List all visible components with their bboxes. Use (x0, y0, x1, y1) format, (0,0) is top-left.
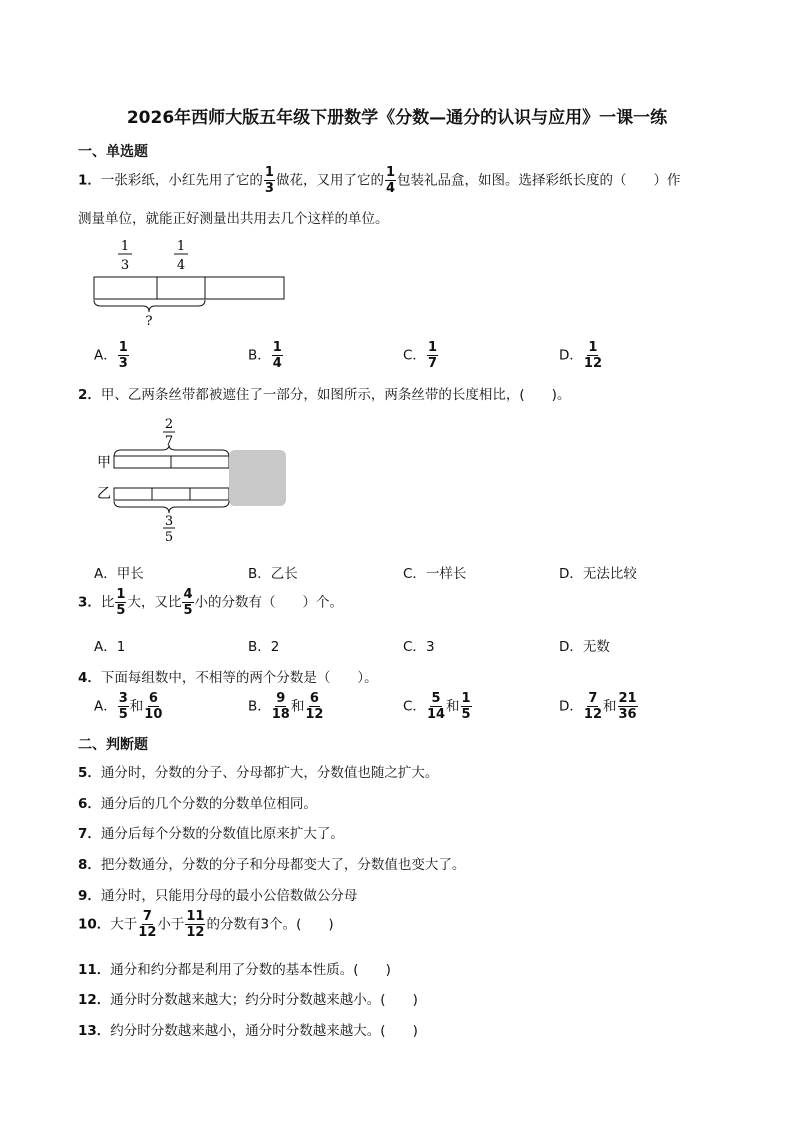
numerator: 7 (142, 909, 152, 924)
fraction-label-top-denominator: 7 (164, 434, 174, 449)
option-a[interactable] (94, 635, 125, 655)
option-a[interactable] (94, 562, 144, 582)
option-label: B． (248, 347, 271, 364)
option-c[interactable] (403, 562, 466, 582)
fraction (118, 341, 129, 370)
question-number: 3． (78, 594, 101, 611)
fraction (118, 692, 129, 721)
option-label: B． (248, 698, 271, 715)
question-number: 9． (78, 888, 101, 904)
question-12 (78, 988, 418, 1008)
ribbon-figure (88, 414, 293, 544)
question-7 (78, 822, 344, 842)
fraction (115, 588, 126, 617)
option-d[interactable] (559, 635, 610, 655)
option-label: B． (248, 566, 271, 582)
question-10 (78, 910, 334, 939)
fraction (305, 692, 323, 721)
question-text: 甲、乙两条丝带都被遮住了一部分，如图所示，两条丝带的长度相比，( )。 (100, 387, 571, 403)
numerator: 9 (276, 691, 286, 706)
option-text: 无法比较 (582, 566, 637, 582)
option-d[interactable] (559, 341, 603, 370)
question-text: 通分时，只能用分母的最小公倍数做公分母 (100, 888, 358, 904)
numerator: 5 (431, 691, 441, 706)
numerator: 11 (186, 909, 205, 924)
ribbon-jia-label: 甲 (97, 455, 111, 471)
question-text: 把分数通分，分数的分子和分母都变大了，分数值也变大了。 (100, 857, 466, 873)
denominator: 5 (118, 707, 128, 722)
fraction (185, 910, 205, 939)
option-label: C． (403, 639, 426, 655)
numerator: 6 (148, 691, 158, 706)
option-d[interactable] (559, 692, 639, 721)
page-title: 2026年西师大版五年级下册数学《分数—通分的认识与应用》一课一练 (126, 108, 668, 128)
fraction (584, 692, 602, 721)
question-text: 的分数有3个。( ) (206, 916, 334, 933)
option-label: A． (94, 347, 117, 364)
question-text: 包装礼品盒，如图。选择彩纸长度的（ ）作 (397, 172, 681, 189)
conjunction: 和 (290, 698, 305, 715)
question-number: 12． (78, 992, 111, 1008)
denominator: 12 (583, 707, 602, 722)
numerator: 1 (116, 587, 126, 602)
question-text: 下面每组数中，不相等的两个分数是（ ）。 (100, 670, 378, 686)
ribbon-yi (114, 488, 229, 500)
fraction (138, 910, 156, 939)
question-text: 一张彩纸，小红先用了它的 (100, 172, 263, 189)
question-text: 通分后每个分数的分数值比原来扩大了。 (100, 826, 344, 842)
question-3 (78, 588, 343, 617)
fraction-label-bottom-numerator: 3 (164, 514, 174, 529)
question-text: 比 (100, 594, 115, 611)
fraction-label-top2-numerator: 1 (176, 239, 186, 254)
question-text: 大于 (110, 916, 138, 933)
denominator: 18 (271, 707, 290, 722)
question-text: 小于 (157, 916, 185, 933)
option-text: 无数 (582, 639, 610, 655)
numerator: 1 (272, 340, 282, 355)
question-9 (78, 884, 357, 904)
denominator: 12 (305, 707, 324, 722)
option-label: C． (403, 566, 426, 582)
question-number: 7． (78, 826, 101, 842)
question-text: 大，又比 (127, 594, 182, 611)
denominator: 3 (264, 181, 274, 196)
numerator: 1 (385, 165, 395, 180)
ribbon-yi-label: 乙 (97, 486, 111, 502)
denominator: 5 (461, 707, 471, 722)
question-number: 11． (78, 962, 111, 978)
option-label: D． (559, 698, 583, 715)
question-text: 通分时，分数的分子、分母都扩大，分数值也随之扩大。 (100, 765, 439, 781)
question-text: 小的分数有（ ）个。 (194, 594, 343, 611)
option-label: A． (94, 639, 117, 655)
option-label: C． (403, 698, 426, 715)
numerator: 1 (264, 165, 274, 180)
numerator: 21 (618, 691, 637, 706)
option-a[interactable] (94, 692, 163, 721)
option-b[interactable] (248, 562, 298, 582)
option-c[interactable] (403, 692, 473, 721)
question-8 (78, 853, 465, 873)
fraction (618, 692, 638, 721)
fraction (584, 341, 602, 370)
question-2 (78, 383, 570, 403)
question-11 (78, 958, 391, 978)
question-text: 通分时分数越来越大；约分时分数越来越小。( ) (110, 992, 418, 1008)
denominator: 12 (186, 925, 205, 940)
fraction (461, 692, 472, 721)
option-b[interactable] (248, 692, 324, 721)
question-number: 10． (78, 916, 111, 933)
question-number: 5． (78, 765, 101, 781)
fraction (272, 692, 290, 721)
question-number: 6． (78, 796, 101, 812)
question-text: 通分和约分都是利用了分数的基本性质。( ) (110, 962, 391, 978)
question-text: 约分时分数越来越小，通分时分数越来越大。( ) (110, 1023, 418, 1039)
question-6 (78, 792, 317, 812)
question-13 (78, 1019, 418, 1039)
numerator: 1 (118, 340, 128, 355)
conjunction: 和 (446, 698, 460, 715)
option-text: 乙长 (270, 566, 298, 582)
bottom-brace (94, 300, 205, 312)
option-label: B． (248, 639, 271, 655)
cover-block (229, 450, 286, 506)
question-number: 2． (78, 387, 101, 403)
option-text: 2 (270, 639, 280, 655)
denominator: 12 (138, 925, 157, 940)
fraction (427, 341, 438, 370)
option-label: D． (559, 566, 583, 582)
question-number: 1． (78, 172, 101, 189)
denominator: 5 (116, 603, 126, 618)
conjunction: 和 (603, 698, 617, 715)
fraction (272, 341, 283, 370)
question-number: 4． (78, 670, 101, 686)
option-b[interactable] (248, 341, 284, 370)
option-text: 甲长 (116, 566, 144, 582)
fraction-label-top1-numerator: 1 (120, 239, 130, 254)
question-4 (78, 666, 378, 686)
fraction (182, 588, 193, 617)
option-label: A． (94, 566, 117, 582)
fraction (264, 166, 275, 195)
question-text: 通分后的几个分数的分数单位相同。 (100, 796, 317, 812)
denominator: 36 (618, 707, 637, 722)
question-text: 做花，又用了它的 (275, 172, 384, 189)
denominator: 12 (583, 356, 602, 371)
option-label: A． (94, 698, 117, 715)
denominator: 4 (272, 356, 282, 371)
fraction-label-top-numerator: 2 (164, 417, 174, 432)
numerator: 3 (118, 691, 128, 706)
fraction (427, 692, 445, 721)
numerator: 7 (588, 691, 598, 706)
question-1-line-1 (78, 166, 681, 195)
fraction-label-bottom-denominator: 5 (164, 530, 174, 544)
paper-strip (94, 277, 284, 299)
question-number: 13． (78, 1023, 111, 1039)
fraction (144, 692, 162, 721)
question-1-line-2: 测量单位，就能正好测量出共用去几个这样的单位。 (78, 211, 389, 227)
numerator: 6 (309, 691, 319, 706)
fraction-label-top1-denominator: 3 (120, 258, 130, 273)
option-d[interactable] (559, 562, 637, 582)
section-heading-true-false: 二、判断题 (78, 737, 148, 753)
numerator: 4 (183, 587, 193, 602)
denominator: 14 (426, 707, 446, 722)
paper-strip-figure (85, 236, 295, 331)
option-label: D． (559, 639, 583, 655)
denominator: 10 (144, 707, 163, 722)
numerator: 1 (588, 340, 598, 355)
section-heading-single-choice: 一、单选题 (78, 144, 148, 160)
denominator: 5 (183, 603, 193, 618)
option-c[interactable] (403, 635, 435, 655)
option-text: 1 (116, 639, 126, 655)
denominator: 3 (118, 356, 128, 371)
option-b[interactable] (248, 635, 279, 655)
denominator: 7 (427, 356, 437, 371)
option-text: 一样长 (425, 566, 467, 582)
question-number: 8． (78, 857, 101, 873)
bottom-brace (114, 501, 229, 513)
question-mark-label: ? (145, 314, 153, 329)
question-5 (78, 761, 438, 781)
option-label: C． (403, 347, 426, 364)
option-label: D． (559, 347, 583, 364)
option-a[interactable] (94, 341, 130, 370)
fraction (385, 166, 396, 195)
option-c[interactable] (403, 341, 439, 370)
fraction-label-top2-denominator: 4 (176, 258, 186, 273)
numerator: 1 (427, 340, 437, 355)
option-text: 3 (425, 639, 435, 655)
numerator: 1 (461, 691, 471, 706)
denominator: 4 (385, 181, 395, 196)
conjunction: 和 (129, 698, 144, 715)
